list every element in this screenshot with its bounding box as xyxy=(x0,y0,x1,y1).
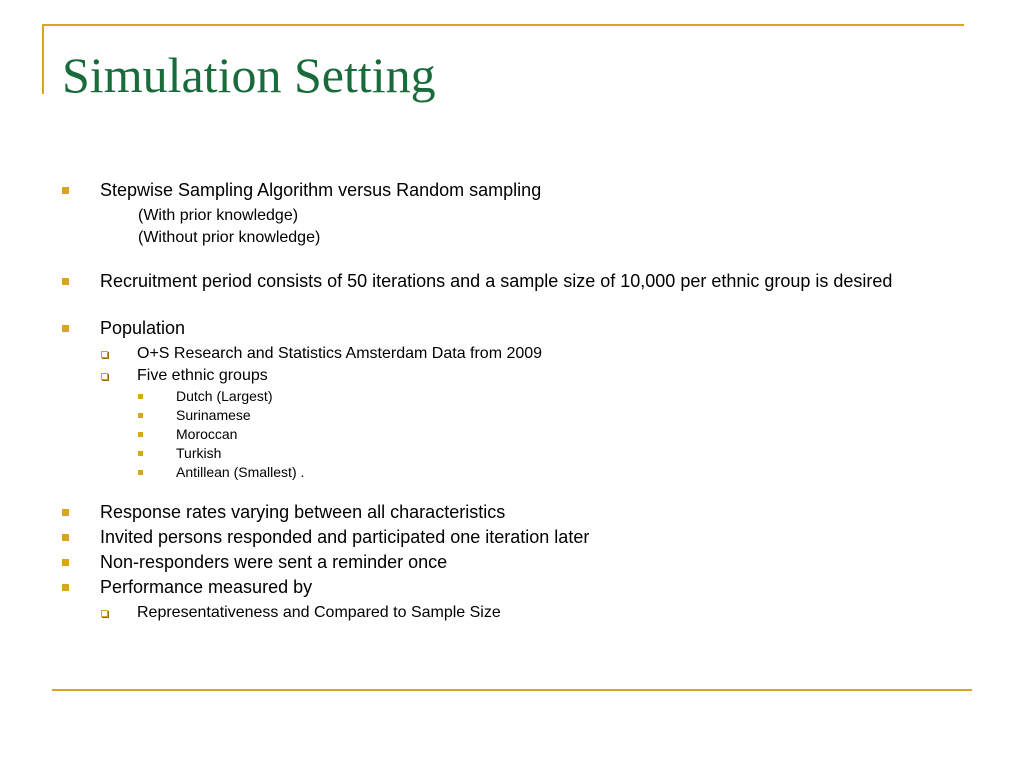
slide-body xyxy=(62,180,962,624)
small-square-bullet-icon xyxy=(138,413,143,418)
hollow-square-bullet-icon xyxy=(101,351,108,358)
sub-item-os-research xyxy=(62,343,962,365)
bullet-text: Population xyxy=(100,318,186,338)
sub-item-text: (With prior knowledge) xyxy=(138,207,299,224)
small-square-bullet-icon xyxy=(138,394,143,399)
group-item-dutch xyxy=(62,387,962,406)
bullet-text: Stepwise Sampling Algorithm versus Random sampling xyxy=(100,180,542,200)
small-square-bullet-icon xyxy=(138,451,143,456)
group-item-turkish xyxy=(62,444,962,463)
sub-item-representativeness xyxy=(62,602,962,624)
bullet-performance xyxy=(62,577,962,602)
hollow-square-bullet-icon xyxy=(101,610,108,617)
square-bullet-icon xyxy=(62,559,69,566)
bullet-recruitment-period xyxy=(62,271,960,296)
sub-item-text: Representativeness and Compared to Sample Size xyxy=(137,604,501,621)
bullet-invited-persons xyxy=(62,527,962,552)
square-bullet-icon xyxy=(62,325,69,332)
bullet-text: Non-responders were sent a reminder once xyxy=(100,552,448,572)
group-item-antillean xyxy=(62,463,962,482)
group-item-surinamese xyxy=(62,406,962,425)
small-square-bullet-icon xyxy=(138,470,143,475)
small-square-bullet-icon xyxy=(138,432,143,437)
square-bullet-icon xyxy=(62,584,69,591)
group-text: Surinamese xyxy=(176,407,251,423)
bullet-response-rates xyxy=(62,502,962,527)
slide-title: Simulation Setting xyxy=(62,47,436,103)
frame-bottom-line xyxy=(52,689,972,691)
bullet-text: Response rates varying between all characteristics xyxy=(100,502,506,522)
group-text: Antillean (Smallest) . xyxy=(176,464,305,480)
sub-item-five-groups xyxy=(62,365,962,387)
bullet-text: Recruitment period consists of 50 iterations and a sample size of 10,000 per ethnic group is desired xyxy=(100,271,893,291)
bullet-text: Invited persons responded and participated one iteration later xyxy=(100,527,590,547)
bullet-non-responders xyxy=(62,552,962,577)
hollow-square-bullet-icon xyxy=(101,373,108,380)
sub-item-without-prior xyxy=(62,227,962,249)
square-bullet-icon xyxy=(62,534,69,541)
sub-item-text: (Without prior knowledge) xyxy=(138,229,321,246)
group-item-moroccan xyxy=(62,425,962,444)
frame-top-line xyxy=(44,24,964,26)
spacer xyxy=(62,482,962,502)
group-text: Turkish xyxy=(176,445,222,461)
bullet-population xyxy=(62,318,962,343)
bullet-text: Performance measured by xyxy=(100,577,313,597)
sub-item-with-prior xyxy=(62,205,962,227)
group-text: Dutch (Largest) xyxy=(176,388,273,404)
bullet-stepwise-sampling xyxy=(62,180,962,205)
sub-item-text: O+S Research and Statistics Amsterdam Data from 2009 xyxy=(137,345,543,362)
square-bullet-icon xyxy=(62,509,69,516)
frame-left-line xyxy=(42,24,44,94)
spacer xyxy=(62,296,962,318)
square-bullet-icon xyxy=(62,278,69,285)
spacer xyxy=(62,249,962,271)
sub-item-text: Five ethnic groups xyxy=(137,367,268,384)
square-bullet-icon xyxy=(62,187,69,194)
group-text: Moroccan xyxy=(176,426,238,442)
